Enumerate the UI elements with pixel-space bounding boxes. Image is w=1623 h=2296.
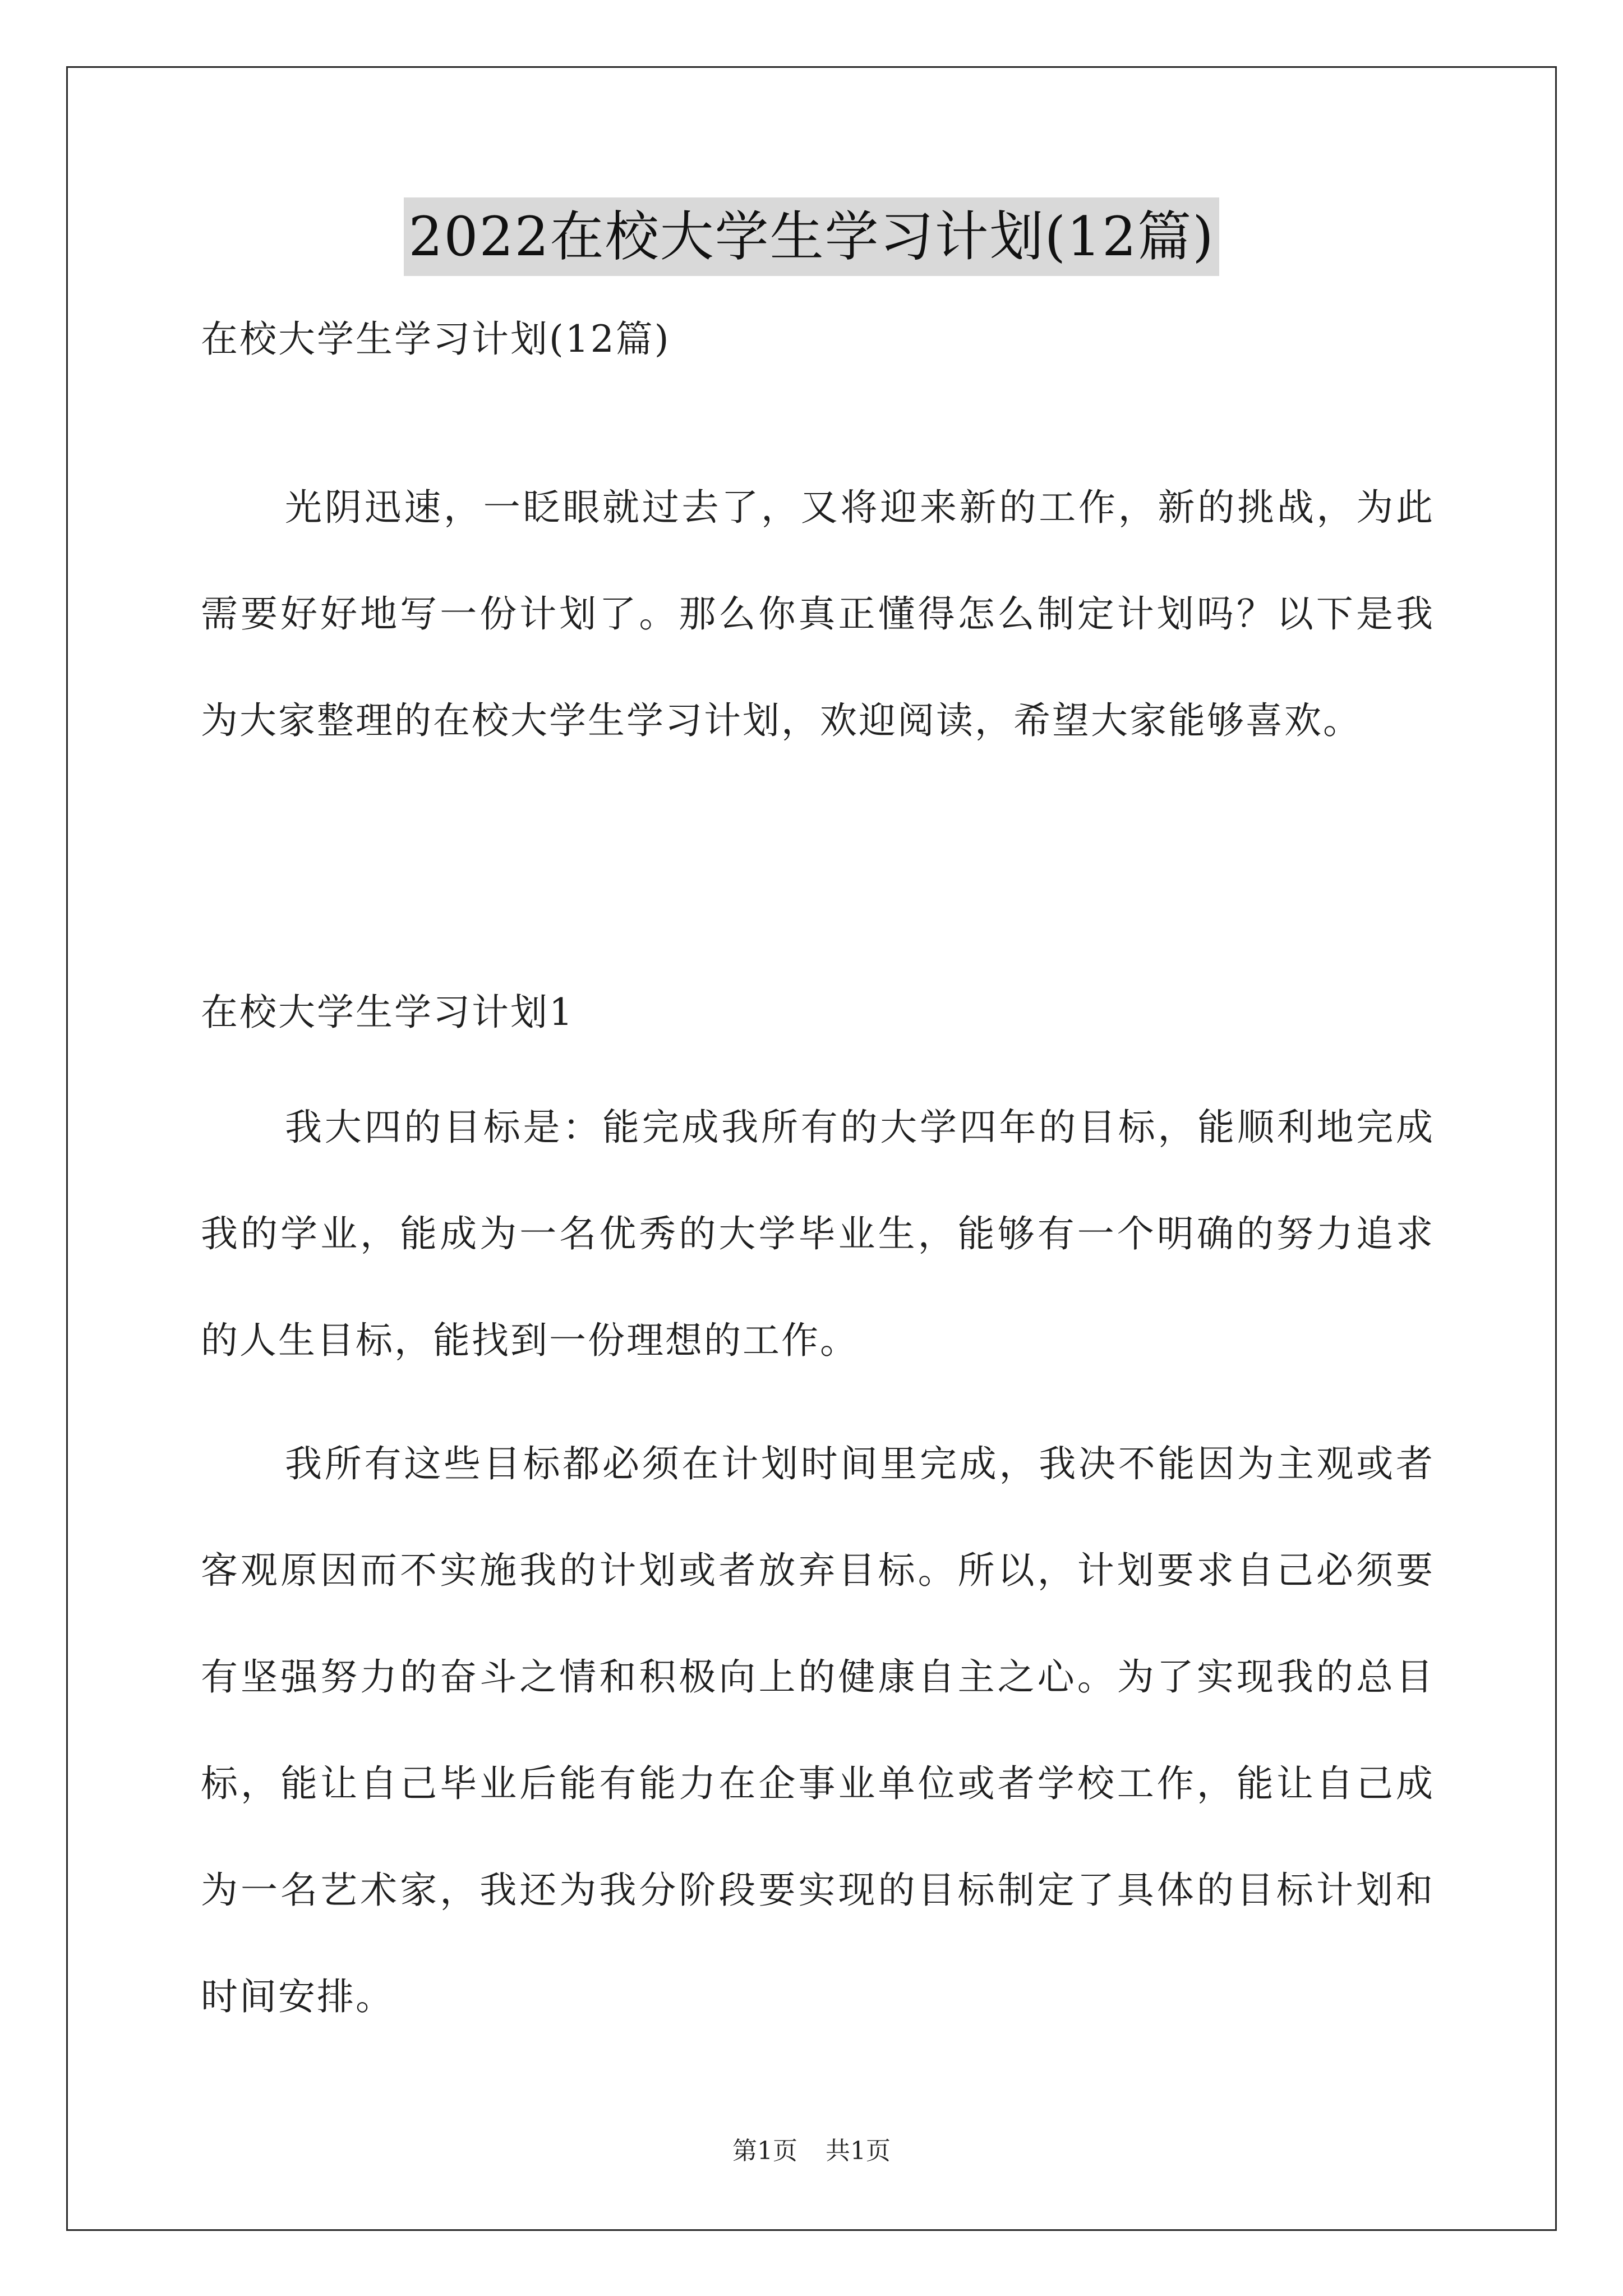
title-container: [0, 197, 1623, 276]
document-subtitle: 在校大学生学习计划(12篇): [201, 318, 671, 361]
body-paragraph: 我大四的目标是：能完成我所有的大学四年的目标，能顺利地完成我的学业，能成为一名优秀的大学毕业生，能够有一个明确的努力追求的人生目标，能找到一份理想的工作。: [201, 1106, 1435, 1362]
intro-paragraph: 光阴迅速，一眨眼就过去了，又将迎来新的工作，新的挑战，为此需要好好地写一份计划了。那么你真正懂得怎么制定计划吗？以下是我为大家整理的在校大学生学习计划，欢迎阅读，希望大家能够喜欢。: [201, 486, 1435, 742]
page-total: 共1页: [826, 2137, 891, 2165]
document-title: 2022在校大学生学习计划(12篇): [404, 197, 1219, 276]
page-number: 第1页: [732, 2137, 797, 2165]
page-footer: [0, 2134, 1623, 2168]
body-paragraph: 我所有这些目标都必须在计划时间里完成，我决不能因为主观或者客观原因而不实施我的计划或者放弃目标。所以，计划要求自己必须要有坚强努力的奋斗之情和积极向上的健康自主之心。为了实现我的总目标，能让自己毕业后能有能力在企事业单位或者学校工作，能让自己成为一名艺术家，我还为我分阶段要实现的目标制定了具体的目标计划和时间安排。: [201, 1442, 1435, 2018]
section-heading: 在校大学生学习计划1: [201, 991, 574, 1034]
